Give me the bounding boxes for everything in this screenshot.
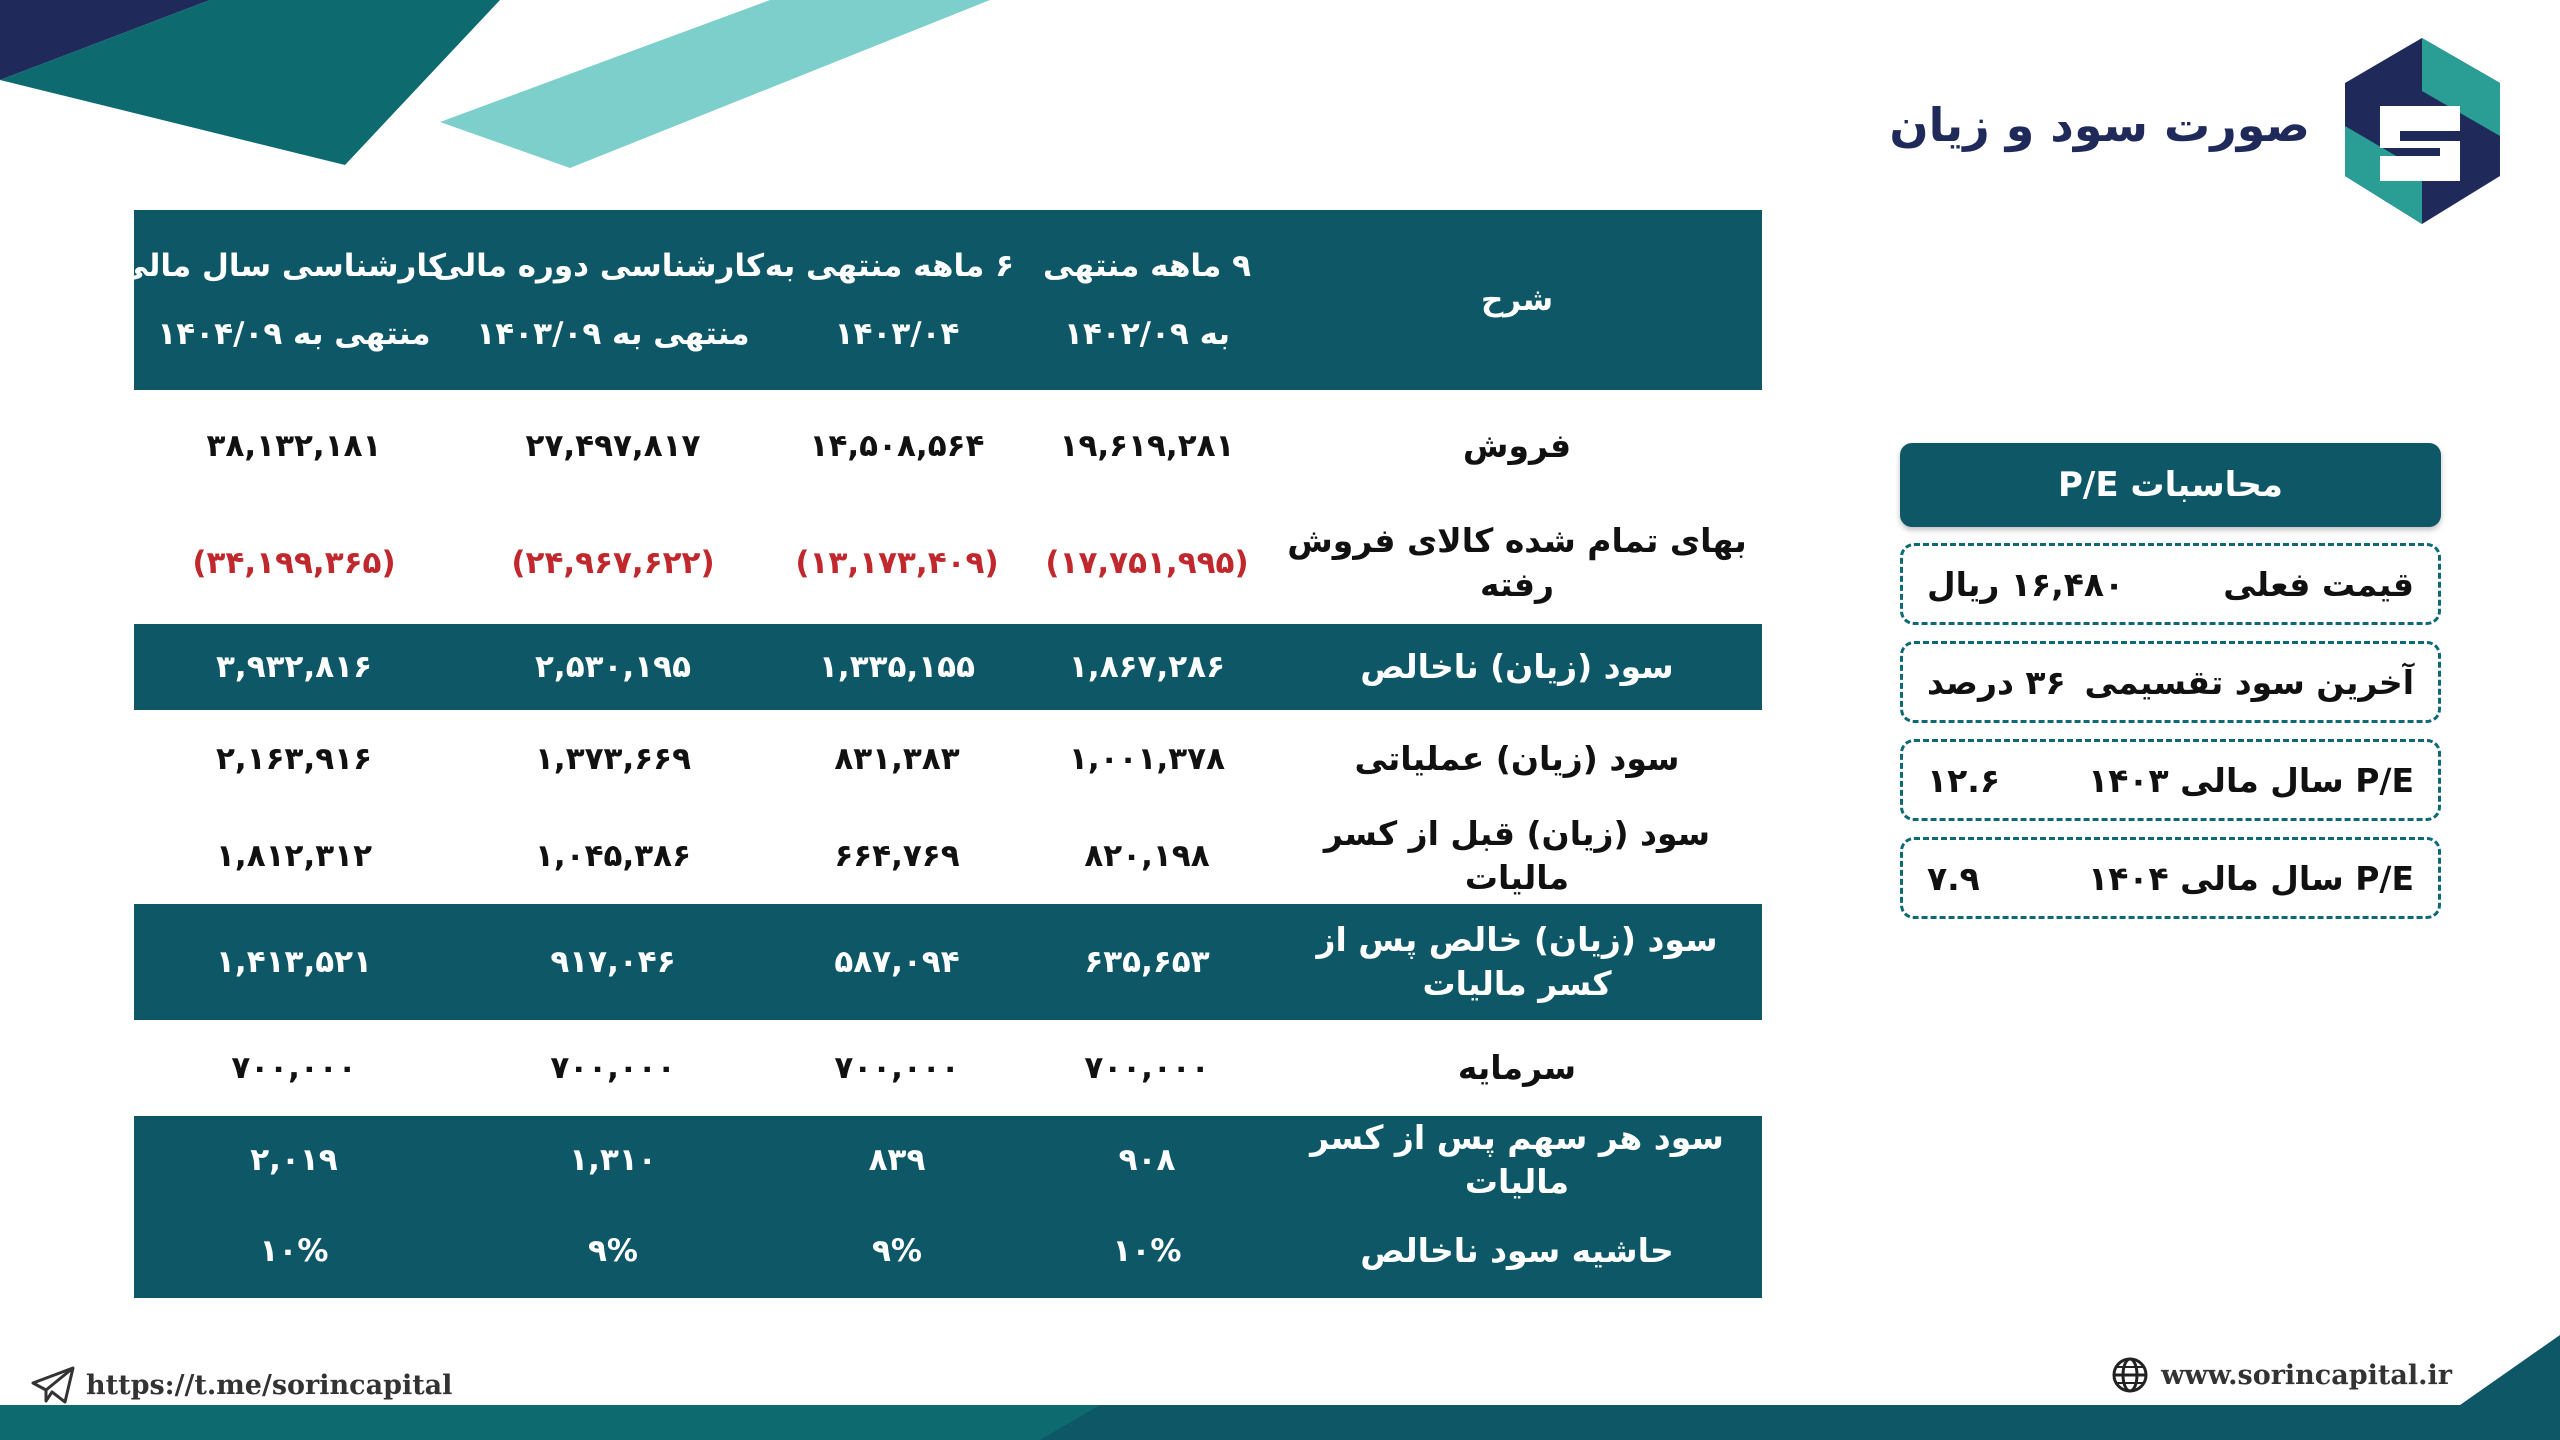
row-value: ۲,۰۱۹ (250, 1142, 338, 1178)
header-desc: شرح (1480, 282, 1554, 318)
header-col3-line1: کارشناسی دوره مالی (433, 248, 764, 284)
table-row-gross-profit (134, 624, 1762, 710)
footer-website[interactable] (2111, 1356, 2452, 1394)
row-value: ۹۰۸ (1118, 1142, 1176, 1178)
header-col4-line2: منتهی به ۱۴۰۴/۰۹ (157, 316, 431, 352)
table-row-operating-profit (134, 710, 1762, 807)
pe-row-current-price (1900, 543, 2441, 625)
row-value: ۱,۳۱۰ (569, 1142, 657, 1178)
pe-row-fy1404 (1900, 837, 2441, 919)
pe-row-fy1403 (1900, 739, 2441, 821)
header-col1 (1022, 210, 1272, 390)
row-value-negative: (۲۴,۹۶۷,۶۲۲) (511, 545, 715, 581)
row-value: ۹% (588, 1233, 638, 1269)
row-label: بهای تمام شده کالای فروش رفته (1287, 521, 1747, 604)
globe-icon (2111, 1356, 2149, 1394)
row-value: ۱,۸۶۷,۲۸۶ (1069, 649, 1225, 685)
telegram-link[interactable]: https://t.me/sorincapital (86, 1369, 453, 1401)
row-value: ۵۸۷,۰۹۴ (834, 944, 960, 980)
header-col2-line1: ۶ ماهه منتهی به (764, 248, 1014, 284)
row-label: سود هر سهم پس از کسر مالیات (1310, 1118, 1724, 1201)
row-label: حاشیه سود ناخالص (1360, 1231, 1674, 1270)
row-value: ۱,۳۷۳,۶۶۹ (535, 740, 691, 777)
row-label: سرمایه (1457, 1048, 1577, 1087)
header-col4 (117, 210, 454, 390)
row-value: ۹% (872, 1233, 922, 1269)
row-value: ۱۰% (1112, 1233, 1182, 1269)
table-row-sales (134, 390, 1762, 502)
row-value: ۷۰۰,۰۰۰ (834, 1050, 960, 1086)
header-col2-line2: ۱۴۰۳/۰۴ (834, 316, 960, 352)
pe-row-label: قیمت فعلی (2223, 564, 2414, 604)
table-row-cogs (134, 502, 1762, 624)
row-value-negative: (۳۴,۱۹۹,۳۶۵) (192, 545, 396, 581)
row-label: سود (زیان) قبل از کسر مالیات (1323, 813, 1711, 897)
pe-row-value: ۳۶ درصد (1927, 662, 2066, 702)
header-col2 (764, 210, 1022, 390)
row-value: ۷۰۰,۰۰۰ (231, 1050, 357, 1086)
pe-row-value: ۷.۹ (1927, 858, 1980, 898)
pe-row-value: ۱۲.۶ (1927, 760, 2000, 800)
row-value: ۱,۳۳۵,۱۵۵ (819, 649, 975, 685)
header-col1-line2: به ۱۴۰۲/۰۹ (1063, 316, 1231, 352)
row-value: ۳,۹۳۲,۸۱۶ (216, 649, 372, 685)
row-value: ۸۳۹ (868, 1142, 926, 1178)
income-statement-table (117, 210, 1762, 1298)
telegram-plane-icon (30, 1365, 76, 1405)
table-row-net-profit (134, 904, 1762, 1020)
row-value: ۶۳۵,۶۵۳ (1084, 944, 1210, 980)
row-value: ۸۲۰,۱۹۸ (1084, 837, 1210, 874)
pe-row-value: ۱۶,۴۸۰ ریال (1927, 564, 2125, 604)
row-value: ۱,۴۱۳,۵۲۱ (216, 944, 372, 980)
row-value: ۱۹,۶۱۹,۲۸۱ (1059, 428, 1235, 464)
row-value: ۳۸,۱۳۲,۱۸۱ (206, 428, 382, 464)
row-label: سود (زیان) ناخالص (1360, 647, 1674, 686)
table-row-pretax-profit (134, 807, 1762, 904)
pe-row-label: آخرین سود تقسیمی (2084, 662, 2414, 702)
website-link[interactable]: www.sorincapital.ir (2161, 1359, 2452, 1391)
row-value: ۲,۱۶۳,۹۱۶ (216, 740, 372, 777)
sorin-capital-logo (2340, 36, 2505, 226)
row-value: ۲۷,۴۹۷,۸۱۷ (525, 428, 701, 464)
header-col1-line1: ۹ ماهه منتهی (1043, 248, 1251, 284)
row-value: ۱,۰۴۵,۳۸۶ (535, 837, 691, 874)
table-row-eps (134, 1116, 1762, 1204)
row-value-negative: (۱۷,۷۵۱,۹۹۵) (1045, 545, 1249, 581)
row-label: فروش (1462, 426, 1572, 465)
pe-panel-header: محاسبات P/E (1900, 443, 2441, 527)
pe-row-last-dividend (1900, 641, 2441, 723)
pe-row-label: P/E سال مالی ۱۴۰۴ (2088, 858, 2414, 898)
row-label: سود (زیان) خالص پس از کسر مالیات (1316, 920, 1718, 1003)
row-value: ۷۰۰,۰۰۰ (1084, 1050, 1210, 1086)
row-value: ۲,۵۳۰,۱۹۵ (535, 649, 691, 685)
page-title: صورت سود و زیان (1889, 98, 2310, 152)
table-row-gross-margin (134, 1204, 1762, 1298)
table-header-row (134, 210, 1762, 390)
row-value: ۱۰% (259, 1233, 329, 1269)
header-col3 (433, 210, 772, 390)
row-value-negative: (۱۳,۱۷۳,۴۰۹) (795, 545, 999, 581)
row-label: سود (زیان) عملیاتی (1354, 738, 1680, 778)
header-col4-line1: کارشناسی سال مالی (117, 248, 446, 284)
row-value: ۶۶۴,۷۶۹ (834, 837, 960, 874)
pe-calculation-panel (1900, 443, 2441, 919)
row-value: ۷۰۰,۰۰۰ (550, 1050, 676, 1086)
row-value: ۱۴,۵۰۸,۵۶۴ (809, 428, 985, 464)
header-col3-line2: منتهی به ۱۴۰۳/۰۹ (476, 316, 750, 352)
row-value: ۱,۰۰۱,۳۷۸ (1069, 740, 1225, 777)
footer-telegram[interactable] (30, 1365, 452, 1405)
row-value: ۱,۸۱۲,۳۱۲ (216, 837, 372, 874)
row-value: ۹۱۷,۰۴۶ (550, 944, 676, 980)
row-value: ۸۳۱,۳۸۳ (834, 740, 960, 777)
table-row-capital (134, 1020, 1762, 1116)
pe-row-label: P/E سال مالی ۱۴۰۳ (2088, 760, 2414, 800)
